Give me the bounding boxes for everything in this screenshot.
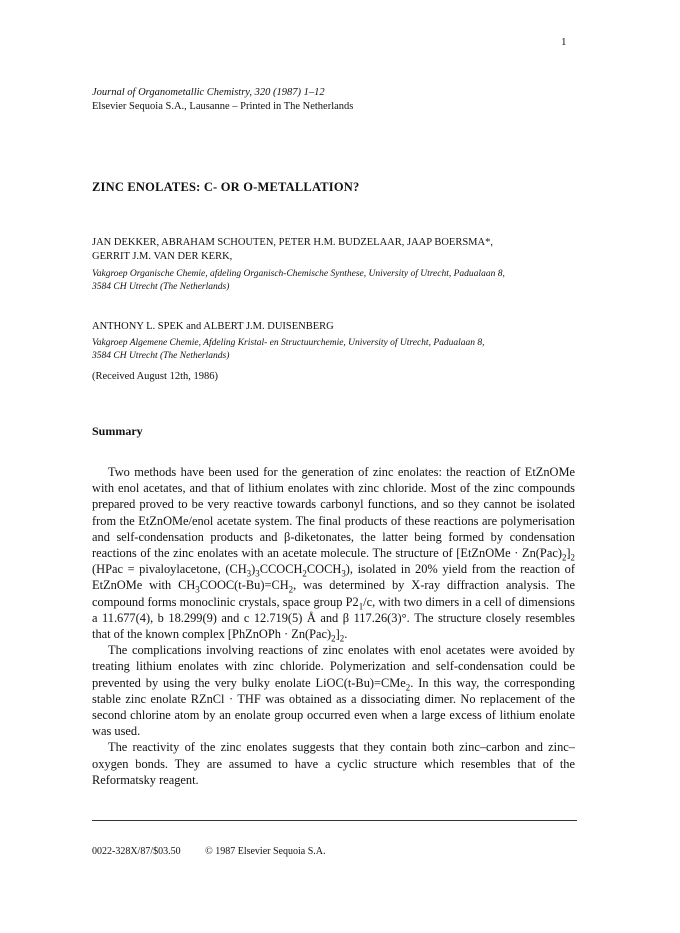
journal-citation: Journal of Organometallic Chemistry, 320 (1987) 1–12 bbox=[92, 87, 325, 98]
affiliation-2 bbox=[92, 337, 592, 363]
abstract-paragraph-2: The complications involving reactions of zinc enolates with enol acetates were avoided by treating lithium enolates with zinc chloride. Polymerization and self-condensation could be prevented by using the very bulky enolate LiOC(t-Bu)=CMe$_2$. In this way, the corresponding stable zinc enolate RZnCl · THF was obtained as a dissociating dimer. No replacement of the second chlorine atom by an enolate group occurred even when a large excess of lithium enolate was used. bbox=[92, 643, 576, 739]
abstract-body bbox=[92, 464, 575, 788]
publisher-line: Elsevier Sequoia S.A., Lausanne – Printed in The Netherlands bbox=[92, 101, 354, 112]
page-number: 1 bbox=[561, 36, 567, 48]
footer-copyright: © 1987 Elsevier Sequoia S.A. bbox=[205, 846, 326, 857]
authors-line-1: JAN DEKKER, ABRAHAM SCHOUTEN, PETER H.M. BUDZELAAR, JAAP BOERSMA*, bbox=[92, 237, 493, 248]
footer-divider bbox=[92, 820, 577, 821]
journal-info bbox=[92, 86, 353, 114]
affiliation-1 bbox=[92, 268, 592, 294]
received-date: (Received August 12th, 1986) bbox=[92, 371, 218, 382]
article-title: ZINC ENOLATES: C- OR O-METALLATION? bbox=[92, 180, 360, 194]
affiliation-1-line-1: Vakgroep Organische Chemie, afdeling Organisch-Chemische Synthese, University of Utrecht, Padualaan 8, bbox=[92, 269, 505, 279]
affiliation-1-line-2: 3584 CH Utrecht (The Netherlands) bbox=[92, 282, 230, 292]
authors-group-1 bbox=[92, 236, 582, 264]
abstract-paragraph-3: The reactivity of the zinc enolates suggests that they contain both zinc–carbon and zinc–oxygen bonds. They are assumed to have a cyclic structure which resembles that of the Reformatsky reagent. bbox=[92, 740, 575, 787]
affiliation-2-line-1: Vakgroep Algemene Chemie, Afdeling Kristal- en Structuurchemie, University of Utrecht, Padualaan 8, bbox=[92, 338, 485, 348]
footer-code: 0022-328X/87/$03.50 bbox=[92, 846, 181, 857]
authors-group-2: ANTHONY L. SPEK and ALBERT J.M. DUISENBERG bbox=[92, 321, 334, 332]
footer bbox=[92, 846, 347, 857]
authors-line-2: GERRIT J.M. VAN DER KERK, bbox=[92, 251, 233, 262]
abstract-paragraph-1: Two methods have been used for the generation of zinc enolates: the reaction of EtZnOMe with enol acetates, and that of lithium enolates with zinc chloride. Most of the zinc compounds prepared proved to be very reactive towards carbonyl functions, and so they cannot be isolated from the EtZnOMe/enol acetate system. The final products of these reactions are polymerisation and self-condensation products and β-diketonates, the latter being formed by condensation reactions of the zinc enolates with an acetate molecule. The structure of [EtZnOMe · $Zn(Pac)_2]_2$ (HPac = pivaloylacetone, $(CH_3)_3CCOCH_2COCH_3$), isolated in 20% yield from the reaction of EtZnOMe with $CH_3COOC(t-Bu)=CH_2$, was determined by X-ray diffraction analysis. The compound forms monoclinic crystals, space group $P2_1/c$, with two dimers in a cell of dimensions a 11.677(4), b 18.299(9) and c 12.719(5) Å and β 117.26(3)°. The structure closely resembles that of the known complex [PhZnOPh · $Zn(Pac)_2]_2$. bbox=[92, 465, 575, 644]
summary-heading: Summary bbox=[92, 424, 143, 438]
affiliation-2-line-2: 3584 CH Utrecht (The Netherlands) bbox=[92, 351, 230, 361]
